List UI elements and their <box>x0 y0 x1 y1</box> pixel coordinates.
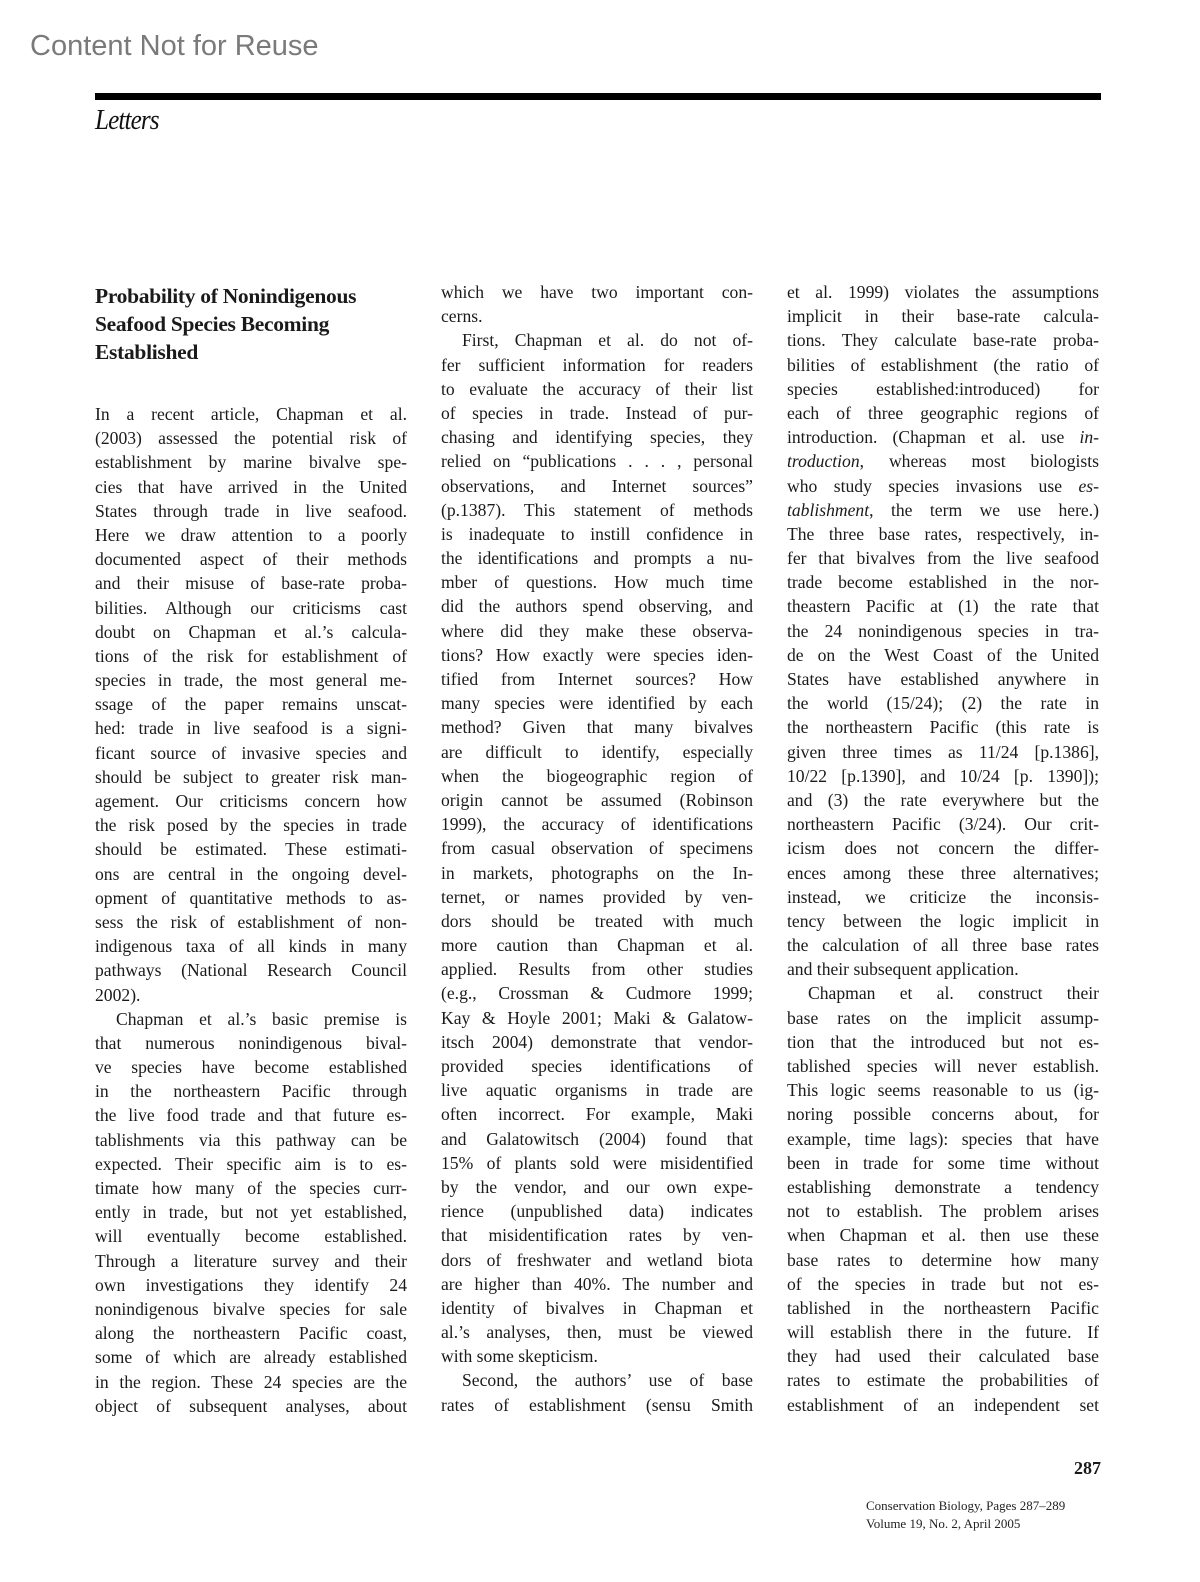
text-line: introduction. (Chapman et al. use in- <box>787 427 1099 448</box>
text-line: rience (unpublished data) indicates <box>441 1201 753 1222</box>
text-line: origin cannot be assumed (Robinson <box>441 789 753 810</box>
text-line: (e.g., Crossman & Cudmore 1999; <box>441 983 753 1004</box>
text-line: relied on “publications . . . , personal <box>441 451 753 472</box>
text-line: given three times as 11/24 [p.1386], <box>787 741 1099 762</box>
text-line: tablishment, the term we use here.) <box>787 499 1099 520</box>
italic-term: in- <box>1079 427 1099 448</box>
text-line: noring possible concerns about, for <box>787 1104 1099 1125</box>
text-line: identity of bivalves in Chapman et <box>441 1297 753 1318</box>
text-line: of the species in trade but not es- <box>787 1273 1099 1294</box>
text-line: de on the West Coast of the United <box>787 644 1099 665</box>
text-line: indigenous taxa of all kinds in many <box>95 936 407 957</box>
title-line: Established <box>95 340 199 364</box>
text-line: Kay & Hoyle 2001; Maki & Galatow- <box>441 1007 753 1028</box>
text-line: In a recent article, Chapman et al. <box>95 404 407 424</box>
text-line: tency between the logic implicit in <box>787 910 1099 931</box>
text-line: documented aspect of their methods <box>95 549 407 570</box>
text-line: al.’s analyses, then, must be viewed <box>441 1322 753 1343</box>
text-line: been in trade for some time without <box>787 1152 1099 1173</box>
text-line: and Galatowitsch (2004) found that <box>441 1128 753 1149</box>
italic-term: es- <box>1078 475 1099 496</box>
text-line: ssage of the paper remains unscat- <box>95 694 407 715</box>
text-line: some of which are already established <box>95 1347 407 1368</box>
text-line: tion that the introduced but not es- <box>787 1031 1099 1052</box>
text-line: and their misuse of base-rate proba- <box>95 573 407 594</box>
text-line: rates to estimate the probabilities of <box>787 1370 1099 1391</box>
text-line: when Chapman et al. then use these <box>787 1225 1099 1246</box>
italic-term: troduction <box>787 451 860 472</box>
text-line: provided species identifications of <box>441 1056 753 1076</box>
text-line: dors of freshwater and wetland biota <box>441 1249 753 1270</box>
text-line: bilities of establishment (the ratio of <box>787 354 1099 375</box>
text-line: not to establish. The problem arises <box>787 1201 1099 1222</box>
header-rule <box>95 93 1101 100</box>
text-line: many species were identified by each <box>441 693 753 714</box>
text-line: they had used their calculated base <box>787 1346 1099 1367</box>
text-line: base rates to determine how many <box>787 1249 1099 1270</box>
text-line: tified from Internet sources? How <box>441 669 753 689</box>
text-line: the northeastern Pacific (this rate is <box>787 717 1099 738</box>
text-line: ficant source of invasive species and <box>95 742 407 763</box>
column-1-body <box>95 402 407 1418</box>
text-line: base rates on the implicit assump- <box>787 1007 1099 1028</box>
text-line: 1999), the accuracy of identifications <box>441 814 753 835</box>
text-line: object of subsequent analyses, about <box>95 1395 407 1416</box>
text-line: are difficult to identify, especially <box>441 741 753 762</box>
text-line: nonindigenous bivalve species for sale <box>95 1298 407 1319</box>
text-line: fer sufficient information for readers <box>441 354 753 375</box>
text-line: instead, we criticize the inconsis- <box>787 886 1099 907</box>
text-line: observations, and Internet sources” <box>441 475 753 496</box>
text-line: from casual observation of specimens <box>441 838 753 859</box>
text-line: with some skepticism. <box>441 1346 598 1367</box>
text-line: the calculation of all three base rates <box>787 935 1099 956</box>
text-line: theastern Pacific at (1) the rate that <box>787 596 1099 617</box>
text-line: 10/22 [p.1390], and 10/24 [p. 1390]); <box>787 765 1099 786</box>
text-line: are higher than 40%. The number and <box>441 1273 753 1294</box>
text-line: in the region. These 24 species are the <box>95 1371 407 1392</box>
text-line: by the vendor, and our own expe- <box>441 1176 753 1197</box>
text-line: rates of establishment (sensu Smith <box>441 1394 753 1415</box>
text-line: ences among these three alternatives; <box>787 862 1099 883</box>
text-line: 15% of plants sold were misidentified <box>441 1152 753 1173</box>
text-line: Second, the authors’ use of base <box>462 1370 753 1391</box>
text-line: northeastern Pacific (3/24). Our crit- <box>787 814 1099 835</box>
text-line: should be subject to greater risk man- <box>95 766 407 787</box>
text-line: the world (15/24); (2) the rate in <box>787 693 1099 714</box>
text-line: that misidentification rates by ven- <box>441 1225 753 1246</box>
text-line: to evaluate the accuracy of their list <box>441 378 753 399</box>
journal-line: Volume 19, No. 2, April 2005 <box>866 1516 1021 1531</box>
text-line: icism does not concern the differ- <box>787 838 1099 859</box>
text-line: (p.1387). This statement of methods <box>441 499 753 520</box>
watermark: Content Not for Reuse <box>30 30 319 62</box>
text-line: expected. Their specific aim is to es- <box>95 1153 407 1174</box>
text-line: tions. They calculate base-rate proba- <box>787 330 1099 351</box>
text-line: The three base rates, respectively, in- <box>787 523 1099 544</box>
text-line: the live food trade and that future es- <box>95 1105 407 1126</box>
page-number: 287 <box>1074 1458 1101 1478</box>
text-line: which we have two important con- <box>441 282 753 302</box>
text-line: Chapman et al.’s basic premise is <box>116 1008 407 1029</box>
text-line: is inadequate to instill confidence in <box>441 523 753 544</box>
text-line: chasing and identifying species, they <box>441 427 753 448</box>
text-line: sess the risk of establishment of non- <box>95 911 407 932</box>
article-title <box>95 282 407 366</box>
text-line: 2002). <box>95 984 141 1005</box>
text-line: the risk posed by the species in trade <box>95 815 407 836</box>
text-line: along the northeastern Pacific coast, <box>95 1323 407 1344</box>
text-line: fer that bivalves from the live seafood <box>787 548 1099 569</box>
text-line: and (3) the rate everywhere but the <box>787 789 1099 810</box>
text-line: et al. 1999) violates the assumptions <box>787 282 1099 302</box>
text-line: establishment by marine bivalve spe- <box>95 452 407 473</box>
text-line: (2003) assessed the potential risk of <box>95 428 407 449</box>
text-line: applied. Results from other studies <box>441 959 753 980</box>
title-line: Seafood Species Becoming <box>95 312 330 336</box>
text-line: of species in trade. Instead of pur- <box>441 402 753 423</box>
text-line: ternet, or names provided by ven- <box>441 886 753 907</box>
text-line: establishment of an independent set <box>787 1394 1099 1415</box>
journal-citation <box>866 1497 1065 1533</box>
text-line: did the authors spend observing, and <box>441 596 753 617</box>
text-line: and their subsequent application. <box>787 959 1019 980</box>
column-3-body <box>787 280 1099 1417</box>
text-line: live aquatic organisms in trade are <box>441 1080 753 1101</box>
title-line: Probability of Nonindigenous <box>95 284 357 308</box>
text-line: where did they make these observa- <box>441 620 753 641</box>
text-line: Here we draw attention to a poorly <box>95 524 407 545</box>
text-line: mber of questions. How much time <box>441 572 753 593</box>
text-line: tablished in the northeastern Pacific <box>787 1297 1099 1318</box>
text-line: species in trade, the most general me- <box>95 670 407 691</box>
text-line: ve species have become established <box>95 1057 407 1078</box>
section-label: Letters <box>95 105 159 136</box>
text-line: will eventually become established. <box>95 1226 407 1247</box>
text-line: Through a literature survey and their <box>95 1250 407 1271</box>
text-line: States through trade in live seafood. <box>95 500 407 521</box>
text-line: when the biogeographic region of <box>441 765 753 786</box>
text-line: agement. Our criticisms concern how <box>95 791 407 811</box>
text-line: in markets, photographs on the In- <box>441 862 753 883</box>
text-line: establishing demonstrate a tendency <box>787 1176 1099 1197</box>
text-line: species established:introduced) for <box>787 378 1099 399</box>
text-line: itsch 2004) demonstrate that vendor- <box>441 1031 753 1052</box>
column-1 <box>95 280 407 1418</box>
text-line: will establish there in the future. If <box>787 1322 1099 1343</box>
text-line: troduction, whereas most biologists <box>787 451 1099 472</box>
text-line: often incorrect. For example, Maki <box>441 1104 753 1125</box>
text-line: timate how many of the species curr- <box>95 1178 407 1198</box>
text-line: cies that have arrived in the United <box>95 476 407 497</box>
column-2 <box>441 280 753 1417</box>
text-line: who study species invasions use es- <box>787 475 1099 496</box>
text-line: Chapman et al. construct their <box>808 983 1099 1004</box>
text-line: tablished species will never establish. <box>787 1056 1099 1076</box>
text-line: ons are central in the ongoing devel- <box>95 863 407 884</box>
text-line: the 24 nonindigenous species in tra- <box>787 620 1099 641</box>
text-line: This logic seems reasonable to us (ig- <box>787 1080 1099 1101</box>
text-line: cerns. <box>441 306 483 327</box>
text-line: in the northeastern Pacific through <box>95 1081 407 1102</box>
text-line: tablishments via this pathway can be <box>95 1129 407 1150</box>
text-line: example, time lags): species that have <box>787 1128 1099 1149</box>
italic-term: tablishment <box>787 499 870 520</box>
text-line: implicit in their base-rate calcula- <box>787 306 1099 327</box>
text-line: each of three geographic regions of <box>787 402 1099 423</box>
column-3 <box>787 280 1099 1417</box>
text-line: pathways (National Research Council <box>95 960 407 981</box>
text-line: that numerous nonindigenous bival- <box>95 1032 407 1053</box>
text-line: the identifications and prompts a nu- <box>441 548 753 569</box>
journal-line: Conservation Biology, Pages 287–289 <box>866 1498 1066 1513</box>
text-line: dors should be treated with much <box>441 910 753 931</box>
text-line: more caution than Chapman et al. <box>441 935 753 956</box>
text-line: bilities. Although our criticisms cast <box>95 597 407 618</box>
text-line: own investigations they identify 24 <box>95 1274 407 1295</box>
text-line: States have established anywhere in <box>787 669 1099 689</box>
text-line: hed: trade in live seafood is a signi- <box>95 718 407 739</box>
column-2-body <box>441 280 753 1417</box>
text-line: doubt on Chapman et al.’s calcula- <box>95 621 407 642</box>
text-line: should be estimated. These estimati- <box>95 839 407 860</box>
text-line: tions? How exactly were species iden- <box>441 644 753 665</box>
text-line: trade become established in the nor- <box>787 572 1099 593</box>
text-line: method? Given that many bivalves <box>441 717 753 738</box>
text-line: opment of quantitative methods to as- <box>95 887 407 908</box>
text-line: ently in trade, but not yet established, <box>95 1202 407 1223</box>
text-line: First, Chapman et al. do not of- <box>462 330 753 351</box>
text-line: tions of the risk for establishment of <box>95 645 407 666</box>
